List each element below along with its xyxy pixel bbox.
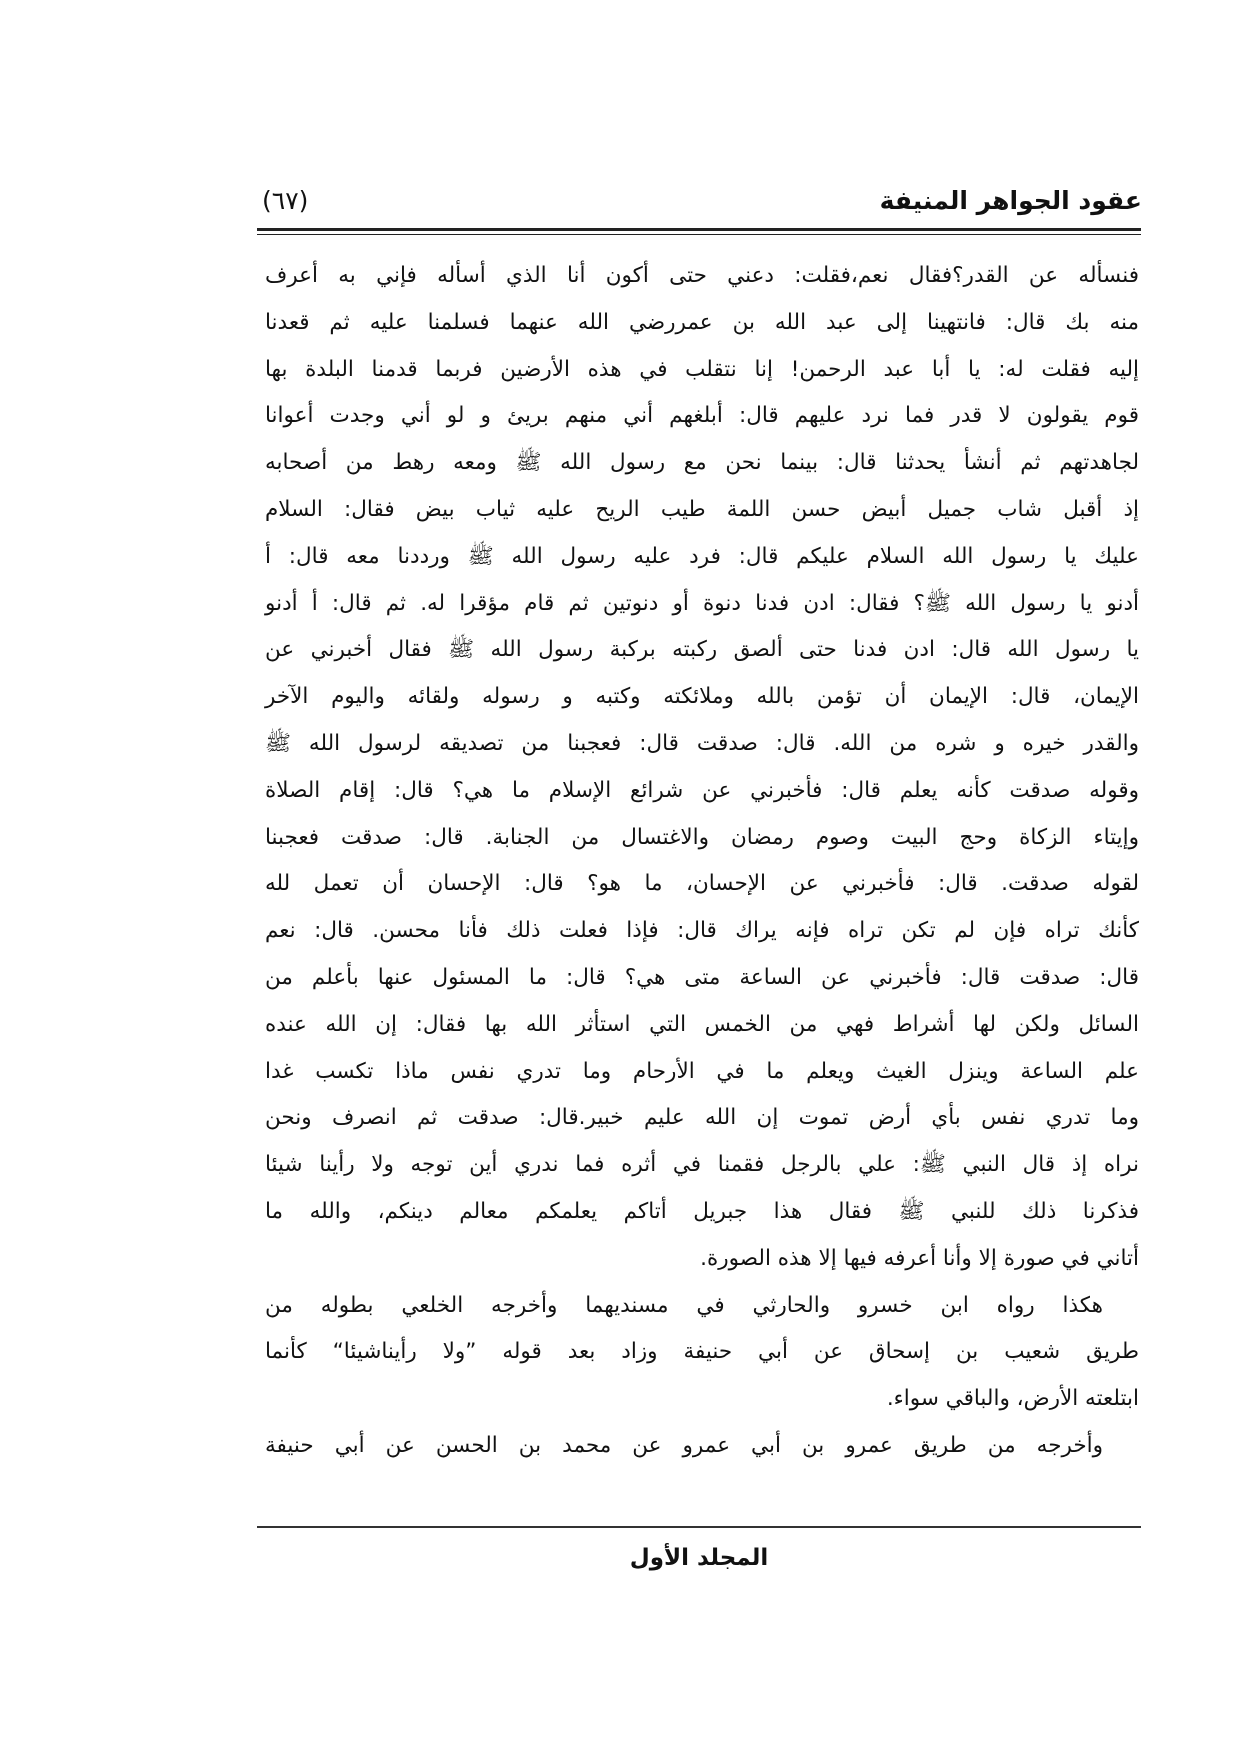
text-line: منه بك قال: فانتهينا إلى عبد الله بن عمررضي الله عنهما فسلمنا عليه ثم قعدنا (265, 309, 1139, 335)
footer-rule (257, 1526, 1141, 1528)
volume-footer: المجلد الأول (629, 1545, 769, 1571)
text-line: قال: صدقت قال: فأخبرني عن الساعة متى هي؟ قال: ما المسئول عنها بأعلم من (265, 964, 1139, 990)
text-line: قوم يقولون لا قدر فما نرد عليهم قال: أبلغهم أني منهم بريئ و لو أني وجدت أعوانا (265, 403, 1139, 429)
text-line: وأخرجه من طريق عمرو بن أبي عمرو عن محمد بن الحسن عن أبي حنيفة (265, 1432, 1103, 1458)
text-line: وما تدري نفس بأي أرض تموت إن الله عليم خبير.قال: صدقت ثم انصرف ونحن (265, 1105, 1139, 1131)
page-body (265, 253, 1139, 1470)
page-number: (٦٧) (262, 186, 309, 215)
text-line: عليك يا رسول الله السلام عليكم قال: فرد عليه رسول الله ﷺ ورددنا معه قال: أ (265, 543, 1139, 569)
text-line: فذكرنا ذلك للنبي ﷺ فقال هذا جبريل أتاكم يعلمكم معالم دينكم، والله ما (265, 1198, 1139, 1224)
running-header (262, 186, 1142, 226)
text-line: هكذا رواه ابن خسرو والحارثي في مسنديهما وأخرجه الخلعي بطوله من (265, 1292, 1103, 1318)
text-line: السائل ولكن لها أشراط فهي من الخمس التي استأثر الله بها فقال: إن الله عنده (265, 1011, 1139, 1037)
text-line: لجاهدتهم ثم أنشأ يحدثنا قال: بينما نحن مع رسول الله ﷺ ومعه رهط من أصحابه (265, 450, 1139, 476)
text-line: لقوله صدقت. قال: فأخبرني عن الإحسان، ما هو؟ قال: الإحسان أن تعمل لله (265, 871, 1139, 897)
text-line: وقوله صدقت كأنه يعلم قال: فأخبرني عن شرائع الإسلام ما هي؟ قال: إقام الصلاة (265, 777, 1139, 803)
text-line: إذ أقبل شاب جميل أبيض حسن اللمة طيب الريح عليه ثياب بيض فقال: السلام (265, 496, 1139, 522)
book-title: عقود الجواهر المنيفة (879, 186, 1142, 215)
text-line: علم الساعة وينزل الغيث ويعلم ما في الأرحام وما تدري نفس ماذا تكسب غدا (265, 1058, 1139, 1084)
text-line: طريق شعيب بن إسحاق عن أبي حنيفة وزاد بعد قوله ”ولا رأيناشيئا“ كأنما (265, 1339, 1139, 1365)
text-line: الإيمان، قال: الإيمان أن تؤمن بالله وملائكته وكتبه و رسوله ولقائه واليوم الآخر (265, 684, 1139, 710)
text-line: يا رسول الله قال: ادن فدنا حتى ألصق ركبته بركبة رسول الله ﷺ فقال أخبرني عن (265, 637, 1139, 663)
text-line: أدنو يا رسول الله ﷺ؟ فقال: ادن فدنا دنوة أو دنوتين ثم قام مؤقرا له. ثم قال: أ أدنو (265, 590, 1139, 616)
text-line: فنسأله عن القدر؟فقال نعم،فقلت: دعني حتى أكون أنا الذي أسأله فإني به أعرف (265, 263, 1139, 288)
text-line: إليه فقلت له: يا أبا عبد الرحمن! إنا نتقلب في هذه الأرضين فربما قدمنا البلدة بها (265, 356, 1139, 382)
text-line: نراه إذ قال النبي ﷺ: علي بالرجل فقمنا في أثره فما ندري أين توجه ولا رأينا شيئا (265, 1152, 1139, 1178)
text-line: وإيتاء الزكاة وحج البيت وصوم رمضان والاغتسال من الجنابة. قال: صدقت فعجبنا (265, 824, 1139, 850)
text-line: أتاني في صورة إلا وأنا أعرفه فيها إلا هذه الصورة. (700, 1245, 1139, 1271)
header-rule-thick (257, 228, 1141, 231)
text-line: والقدر خيره و شره من الله. قال: صدقت قال: فعجبنا من تصديقه لرسول الله ﷺ (265, 730, 1139, 756)
header-rule-thin (257, 234, 1141, 235)
text-line: كأنك تراه فإن لم تكن تراه فإنه يراك قال: فإذا فعلت ذلك فأنا محسن. قال: نعم (265, 918, 1139, 944)
text-line: ابتلعته الأرض، والباقي سواء. (886, 1386, 1139, 1412)
